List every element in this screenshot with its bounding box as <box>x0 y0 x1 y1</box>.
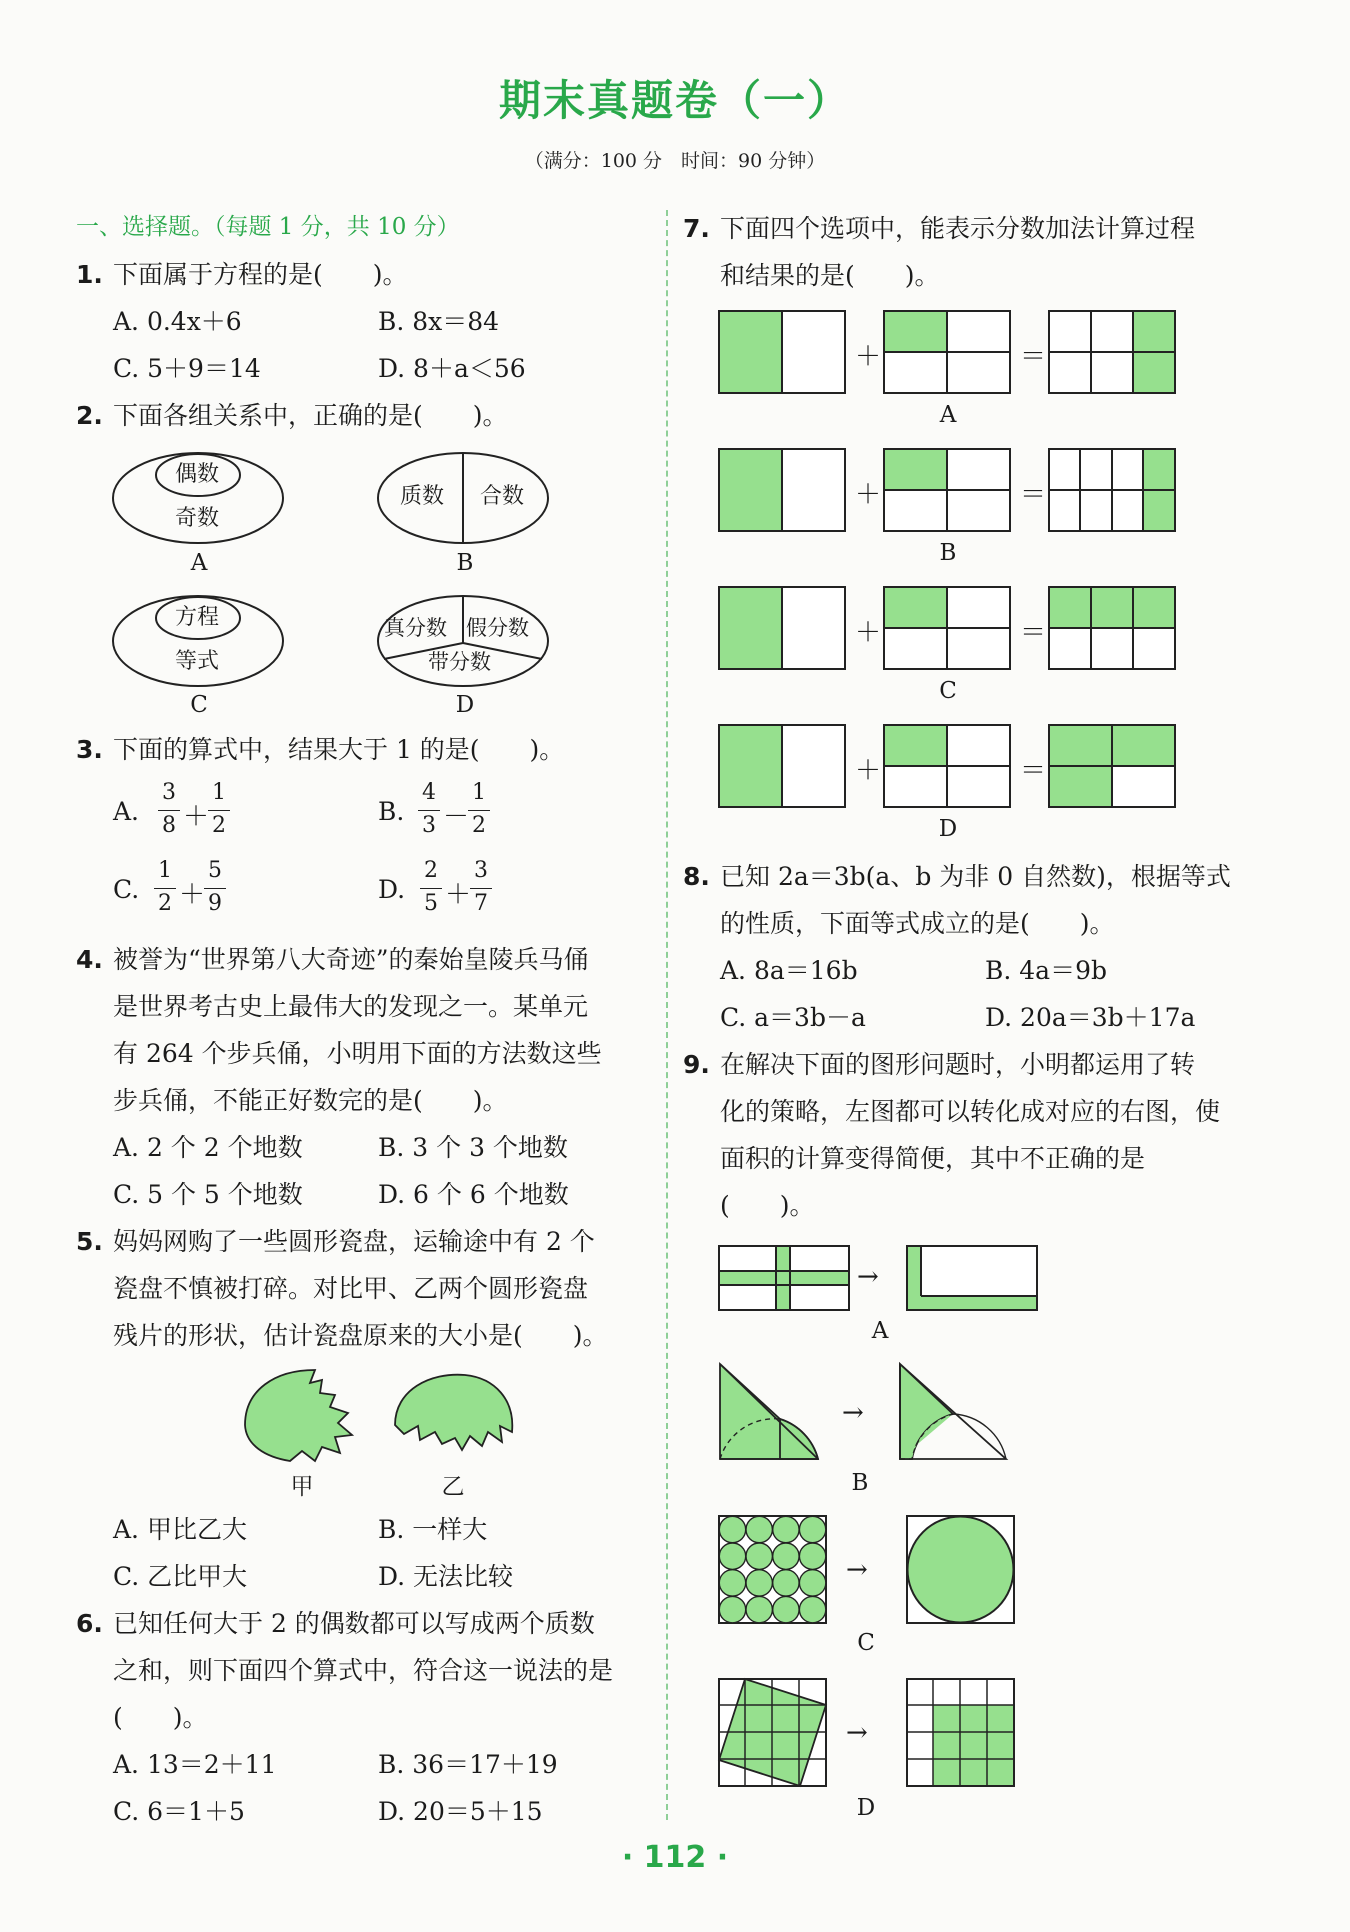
fraction-bar <box>418 810 440 811</box>
q6-option-b[interactable]: B. 36＝17＋19 <box>378 1750 558 1779</box>
q4-option-c[interactable]: C. 5 个 5 个地数 <box>113 1180 303 1209</box>
fraction-bar <box>154 888 176 889</box>
q6-stem-line: ( )。 <box>113 1703 208 1732</box>
diagram-d-left-label: 真分数 <box>384 616 447 640</box>
q7-b-left-rect <box>718 448 846 532</box>
fraction-bar <box>158 810 180 811</box>
q3-number: 3. <box>76 735 103 764</box>
small-circle <box>719 1543 745 1569</box>
arrow-icon: → <box>857 1262 879 1292</box>
q3-option-c-label: C. <box>113 875 140 904</box>
q4-option-b[interactable]: B. 3 个 3 个地数 <box>378 1133 568 1162</box>
fraction-bar <box>204 888 226 889</box>
q3-b-numerator-1: 4 <box>422 780 436 805</box>
diagram-d-label: D <box>455 692 475 718</box>
q9-stem-line: ( )。 <box>720 1191 815 1220</box>
diagram-b-left-label: 质数 <box>400 484 445 509</box>
arrow-icon: → <box>846 1555 868 1585</box>
fraction-bar <box>420 888 442 889</box>
q7-plus-sign: ＋ <box>855 480 882 510</box>
q1-stem: 下面属于方程的是( )。 <box>113 260 408 289</box>
q1-number: 1. <box>76 260 103 289</box>
q1-option-a[interactable]: A. 0.4x＋6 <box>113 307 242 336</box>
q6-stem-line: 之和，则下面四个算式中，符合这一说法的是 <box>113 1656 614 1685</box>
q7-b-result-rect <box>1048 448 1176 532</box>
q3-b-numerator-2: 1 <box>472 780 486 805</box>
q5-option-c[interactable]: C. 乙比甲大 <box>113 1562 248 1591</box>
q4-stem-line: 被誉为“世界第八大奇迹”的秦始皇陵兵马俑 <box>113 945 589 974</box>
q3-b-denominator-2: 2 <box>472 813 486 838</box>
q3-option-d-label: D. <box>378 875 406 904</box>
q7-plus-sign: ＋ <box>855 342 882 372</box>
small-circle <box>799 1516 825 1542</box>
q5-stem-line: 妈妈网购了一些圆形瓷盘，运输途中有 2 个 <box>113 1227 595 1256</box>
q3-b-operator: － <box>443 802 470 832</box>
q7-d-left-rect <box>718 724 846 808</box>
small-circle <box>773 1570 799 1596</box>
diagram-b-label: B <box>456 550 474 576</box>
diagram-d-right-label: 假分数 <box>466 616 529 640</box>
q9-a-cross-figure <box>718 1245 850 1311</box>
q6-option-d[interactable]: D. 20＝5＋15 <box>378 1797 543 1826</box>
section-heading: 一、选择题。（每题 1 分，共 10 分） <box>76 214 460 240</box>
diagram-c-inner-label: 方程 <box>175 605 220 630</box>
q7-option-d-label[interactable]: D <box>938 816 958 842</box>
q9-stem-line: 面积的计算变得简便，其中不正确的是 <box>720 1144 1146 1173</box>
small-circle <box>773 1543 799 1569</box>
q3-a-denominator-1: 8 <box>162 813 176 838</box>
fraction-bar <box>470 888 492 889</box>
q3-c-denominator-1: 2 <box>158 891 172 916</box>
q5-option-a[interactable]: A. 甲比乙大 <box>113 1515 247 1544</box>
q9-stem-line: 在解决下面的图形问题时，小明都运用了转 <box>720 1050 1196 1079</box>
q1-option-b[interactable]: B. 8x＝84 <box>378 307 500 336</box>
small-circle <box>799 1543 825 1569</box>
q3-c-denominator-2: 9 <box>208 891 222 916</box>
q3-d-operator: ＋ <box>445 880 472 910</box>
q5-number: 5. <box>76 1227 103 1256</box>
q7-number: 7. <box>683 214 710 243</box>
plate-fragment-jia <box>240 1365 360 1465</box>
q7-a-middle-rect <box>883 310 1011 394</box>
q7-a-left-rect <box>718 310 846 394</box>
page-title: 期末真题卷（一） <box>498 76 851 125</box>
q7-plus-sign: ＋ <box>855 618 882 648</box>
q7-option-b-label[interactable]: B <box>939 540 957 566</box>
q3-stem: 下面的算式中，结果大于 1 的是( )。 <box>113 735 565 764</box>
q8-option-c[interactable]: C. a＝3b－a <box>720 1003 866 1032</box>
diagram-b-right-label: 合数 <box>480 484 525 509</box>
q6-option-c[interactable]: C. 6＝1＋5 <box>113 1797 245 1826</box>
q7-d-middle-rect <box>883 724 1011 808</box>
q7-c-middle-rect <box>883 586 1011 670</box>
q8-stem-line: 的性质，下面等式成立的是( )。 <box>720 909 1115 938</box>
column-divider <box>666 210 668 1820</box>
q9-option-b-label[interactable]: B <box>851 1470 869 1496</box>
q3-option-a-label: A. <box>113 797 140 826</box>
q2-stem: 下面各组关系中，正确的是( )。 <box>113 401 508 430</box>
venn-diagram-d[interactable] <box>375 593 555 693</box>
small-circle <box>773 1596 799 1622</box>
q7-equals-sign: ＝ <box>1020 618 1047 648</box>
q3-d-numerator-2: 3 <box>474 858 488 883</box>
q9-d-result-figure <box>906 1678 1016 1788</box>
small-circle <box>799 1570 825 1596</box>
q3-option-b-label: B. <box>378 797 405 826</box>
q7-equals-sign: ＝ <box>1020 480 1047 510</box>
small-circle <box>746 1596 772 1622</box>
q4-stem-line: 有 264 个步兵俑，小明用下面的方法数这些 <box>113 1039 602 1068</box>
diagram-c-outer-label: 等式 <box>175 649 220 674</box>
q4-stem-line: 是世界考古史上最伟大的发现之一。某单元 <box>113 992 589 1021</box>
q8-option-d[interactable]: D. 20a＝3b＋17a <box>985 1003 1196 1032</box>
small-circle <box>746 1543 772 1569</box>
q7-plus-sign: ＋ <box>855 756 882 786</box>
q3-b-denominator-1: 3 <box>422 813 436 838</box>
q6-option-a[interactable]: A. 13＝2＋11 <box>113 1750 277 1779</box>
small-circle <box>799 1596 825 1622</box>
q3-c-numerator-2: 5 <box>208 858 222 883</box>
q7-b-middle-rect <box>883 448 1011 532</box>
q4-stem-line: 步兵俑，不能正好数完的是( )。 <box>113 1086 508 1115</box>
q6-stem-line: 已知任何大于 2 的偶数都可以写成两个质数 <box>113 1609 595 1638</box>
plate-fragment-yi <box>390 1370 520 1460</box>
diagram-a-inner-label: 偶数 <box>175 462 220 487</box>
q5-option-b[interactable]: B. 一样大 <box>378 1515 488 1544</box>
q9-a-result-figure <box>906 1245 1038 1311</box>
q5-stem-line: 瓷盘不慎被打碎。对比甲、乙两个圆形瓷盘 <box>113 1274 589 1303</box>
exam-info: （满分：100 分 时间：90 分钟） <box>524 150 826 172</box>
fragment-yi-label: 乙 <box>441 1474 465 1500</box>
q9-b-result-figure <box>898 1362 1008 1462</box>
small-circle <box>719 1516 745 1542</box>
q8-option-a[interactable]: A. 8a＝16b <box>720 956 858 985</box>
q9-stem-line: 化的策略，左图都可以转化成对应的右图，使 <box>720 1097 1221 1126</box>
q7-option-c-label[interactable]: C <box>939 678 957 704</box>
q9-c-circles-figure <box>718 1515 828 1625</box>
arrow-icon: → <box>842 1398 864 1428</box>
q3-d-denominator-2: 7 <box>474 891 488 916</box>
q1-option-c[interactable]: C. 5＋9＝14 <box>113 354 261 383</box>
q7-d-result-rect <box>1048 724 1176 808</box>
small-circle <box>746 1570 772 1596</box>
small-circle <box>719 1570 745 1596</box>
q7-equals-sign: ＝ <box>1020 756 1047 786</box>
arrow-icon: → <box>846 1718 868 1748</box>
q2-number: 2. <box>76 401 103 430</box>
q7-equals-sign: ＝ <box>1020 342 1047 372</box>
q3-a-numerator-2: 1 <box>212 780 226 805</box>
q9-d-tilted-square-figure <box>718 1678 828 1788</box>
q3-c-numerator-1: 1 <box>158 858 172 883</box>
diagram-a-outer-label: 奇数 <box>175 506 220 531</box>
q6-number: 6. <box>76 1609 103 1638</box>
q4-number: 4. <box>76 945 103 974</box>
q4-option-a[interactable]: A. 2 个 2 个地数 <box>113 1133 303 1162</box>
q3-a-denominator-2: 2 <box>212 813 226 838</box>
q3-a-operator: ＋ <box>183 802 210 832</box>
q4-option-d[interactable]: D. 6 个 6 个地数 <box>378 1180 569 1209</box>
q1-option-d[interactable]: D. 8＋a＜56 <box>378 354 526 383</box>
q9-number: 9. <box>683 1050 710 1079</box>
q3-d-denominator-1: 5 <box>424 891 438 916</box>
q3-a-numerator-1: 3 <box>162 780 176 805</box>
q7-option-a-label[interactable]: A <box>939 402 957 428</box>
q5-option-d[interactable]: D. 无法比较 <box>378 1562 514 1591</box>
fraction-bar <box>208 810 230 811</box>
small-circle <box>746 1516 772 1542</box>
diagram-c-label: C <box>190 692 208 718</box>
small-circle <box>773 1516 799 1542</box>
fragment-jia-label: 甲 <box>290 1474 314 1500</box>
q7-c-result-rect <box>1048 586 1176 670</box>
diagram-d-bottom-label: 带分数 <box>428 650 491 674</box>
q9-option-a-label[interactable]: A <box>871 1318 889 1344</box>
fraction-bar <box>468 810 490 811</box>
page-number: · 112 · <box>621 1840 729 1875</box>
q3-c-operator: ＋ <box>179 880 206 910</box>
q9-option-c-label[interactable]: C <box>857 1630 875 1656</box>
q8-option-b[interactable]: B. 4a＝9b <box>985 956 1107 985</box>
q5-stem-line: 残片的形状，估计瓷盘原来的大小是( )。 <box>113 1321 608 1350</box>
q7-stem-line: 和结果的是( )。 <box>720 261 940 290</box>
q7-c-left-rect <box>718 586 846 670</box>
q8-stem-line: 已知 2a＝3b(a、b 为非 0 自然数)，根据等式 <box>720 862 1231 891</box>
diagram-a-label: A <box>190 550 208 576</box>
small-circle <box>719 1596 745 1622</box>
q3-d-numerator-1: 2 <box>424 858 438 883</box>
q9-b-triangle-figure <box>718 1362 838 1462</box>
q9-option-d-label[interactable]: D <box>856 1795 876 1821</box>
q8-number: 8. <box>683 862 710 891</box>
q7-stem-line: 下面四个选项中，能表示分数加法计算过程 <box>720 214 1196 243</box>
q7-a-result-rect <box>1048 310 1176 394</box>
q9-c-result-figure <box>906 1515 1016 1625</box>
